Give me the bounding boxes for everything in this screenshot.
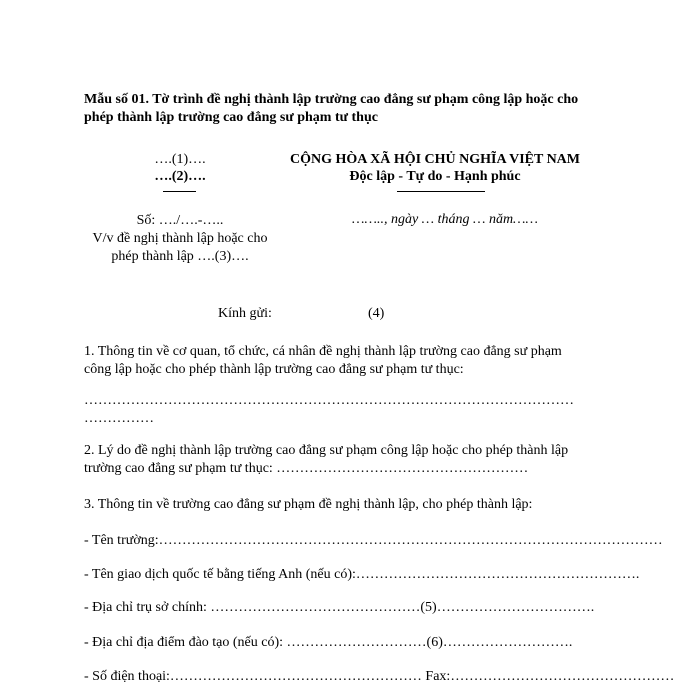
agency-line-2: ….(2)….	[154, 169, 206, 184]
section-1-line-1: 1. Thông tin về cơ quan, tổ chức, cá nhân đề nghị thành lập trường cao đẳng sư phạm	[84, 344, 562, 359]
section-3-heading: 3. Thông tin về trường cao đẳng sư phạm đề nghị thành lập, cho phép thành lập:	[84, 497, 533, 512]
place-date-line: …….., ngày … tháng … năm……	[352, 212, 538, 227]
form-title-line-2: phép thành lập trường cao đẳng sư phạm tư thục	[84, 110, 378, 125]
english-name-field: - Tên giao dịch quốc tế bằng tiếng Anh (nếu có):…………………………………………………….	[84, 567, 640, 582]
recipient-label: Kính gửi:	[218, 306, 272, 321]
motto-underline	[397, 191, 485, 192]
document-number: Số: …./….-…..	[136, 213, 224, 228]
section-2-line-2: trường cao đẳng sư phạm tư thục: ………………………………………………	[84, 461, 529, 476]
subject-line-2: phép thành lập ….(3)….	[111, 249, 249, 264]
national-motto: Độc lập - Tự do - Hạnh phúc	[349, 169, 521, 184]
agency-line-1: ….(1)….	[154, 152, 206, 167]
phone-fax-field: - Số điện thoại:……………………………………………… Fax:…………………………………………	[84, 669, 675, 684]
agency-underline	[163, 191, 196, 192]
recipient-value: (4)	[368, 306, 385, 321]
section-1-line-2: công lập hoặc cho phép thành lập trường cao đẳng sư phạm tư thục:	[84, 362, 464, 377]
form-title-line-1: Mẫu số 01. Tờ trình đề nghị thành lập trường cao đẳng sư phạm công lập hoặc cho	[84, 92, 579, 107]
head-office-address-field: - Địa chỉ trụ sở chính: ………………………………………(5)…………………………….	[84, 600, 595, 615]
training-location-field: - Địa chỉ địa điểm đào tạo (nếu có): …………………………(6)……………………….	[84, 635, 573, 650]
section-1-fill-dots: ……………………………………………………………………………………………	[84, 393, 574, 408]
school-name-field: - Tên trường:………………………………………………………………………………………………	[84, 533, 663, 548]
section-2-line-1: 2. Lý do đề nghị thành lập trường cao đẳng sư phạm công lập hoặc cho phép thành lập	[84, 443, 569, 458]
section-1-fill-dots-end: ……………	[84, 411, 154, 426]
subject-line-1: V/v đề nghị thành lập hoặc cho	[92, 231, 268, 246]
national-title: CỘNG HÒA XÃ HỘI CHỦ NGHĨA VIỆT NAM	[289, 152, 580, 167]
